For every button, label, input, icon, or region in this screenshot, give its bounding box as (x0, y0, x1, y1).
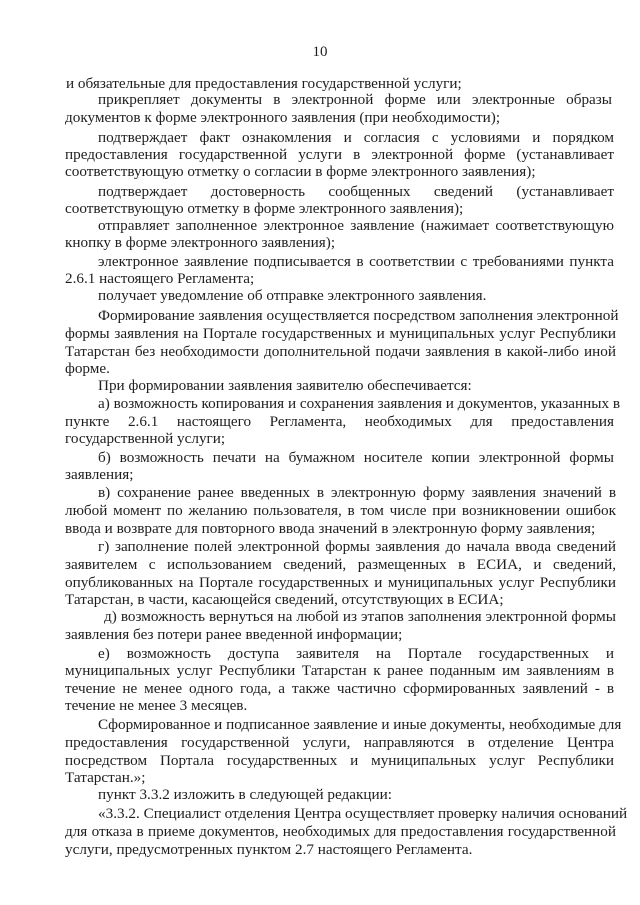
text-line: предоставления государственной услуги, направляются в отделение Центра (65, 734, 614, 751)
text-line: услуги, предусмотренных пунктом 2.7 настоящего Регламента. (65, 841, 473, 858)
text-line: государственной услуги; (65, 430, 226, 447)
text-line: заявителем с использованием сведений, размещенных в ЕСИА, и сведений, (65, 556, 616, 573)
text-line: и обязательные для предоставления государственной услуги; (66, 75, 462, 92)
text-line: течение не менее 3 месяцев. (65, 697, 248, 714)
text-line: отправляет заполненное электронное заявление (нажимает соответствующую (98, 217, 614, 234)
text-line: ввода и возврате для повторного ввода значений в электронную форму заявления; (65, 520, 596, 537)
text-line: формы заявления на Портале государственных и муниципальных услуг Республики (65, 325, 616, 342)
text-line: При формировании заявления заявителю обеспечивается: (98, 377, 472, 394)
text-line: электронное заявление подписывается в соответствии с требованиями пункта (98, 253, 614, 270)
text-line: подтверждает достоверность сообщенных сведений (устанавливает (98, 183, 614, 200)
text-line: посредством Портала государственных и муниципальных услуг Республики (65, 752, 614, 769)
text-line: в) сохранение ранее введенных в электронную форму заявления значений в (98, 484, 616, 501)
text-line: 2.6.1 настоящего Регламента; (65, 270, 255, 287)
page-number: 10 (312, 44, 328, 60)
text-line: подтверждает факт ознакомления и согласия с условиями и порядком (98, 129, 614, 146)
text-line: е) возможность доступа заявителя на Портале государственных и (98, 645, 614, 662)
text-line: прикрепляет документы в электронной форме или электронные образы (98, 91, 612, 108)
text-line: течение не менее одного года, а также частично сформированных заявлений - в (65, 680, 614, 697)
text-line: заявления; (65, 466, 134, 483)
text-line: любой момент по желанию пользователя, в том числе при возникновении ошибок (65, 502, 616, 519)
text-line: опубликованных на Портале государственных и муниципальных услуг Республики (65, 574, 616, 591)
text-line: Сформированное и подписанное заявление и иные документы, необходимые для (98, 716, 622, 733)
text-line: Татарстан, в части, касающейся сведений, отсутствующих в ЕСИА; (65, 591, 504, 608)
text-line: заявления без потери ранее введенной информации; (65, 626, 403, 643)
text-line: соответствующую отметку в форме электронного заявления); (65, 200, 464, 217)
text-line: муниципальных услуг Республики Татарстан к ранее поданным им заявлениям в (65, 662, 614, 679)
text-line: Татарстан.»; (65, 769, 146, 786)
text-line: г) заполнение полей электронной формы заявления до начала ввода сведений (98, 538, 616, 555)
text-line: для отказа в приеме документов, необходимых для предоставления государственной (65, 823, 616, 840)
text-line: предоставления государственной услуги в электронной форме (устанавливает (65, 146, 614, 163)
text-line: документов к форме электронного заявления (при необходимости); (65, 109, 501, 126)
text-line: кнопку в форме электронного заявления); (65, 234, 336, 251)
text-line: получает уведомление об отправке электронного заявления. (98, 287, 487, 304)
text-line: пункт 3.3.2 изложить в следующей редакции: (98, 786, 392, 803)
text-line: Татарстан без необходимости дополнительной подачи заявления в какой-либо иной (65, 343, 616, 360)
text-line: соответствующую отметку о согласии в форме электронного заявления); (65, 163, 536, 180)
text-line: форме. (65, 360, 110, 377)
text-line: «3.3.2. Специалист отделения Центра осуществляет проверку наличия оснований (98, 805, 628, 822)
text-line: д) возможность вернуться на любой из этапов заполнения электронной формы (104, 608, 616, 625)
text-line: б) возможность печати на бумажном носителе копии электронной формы (98, 449, 614, 466)
text-line: пункте 2.6.1 настоящего Регламента, необходимых для предоставления (65, 413, 614, 430)
text-line: а) возможность копирования и сохранения заявления и документов, указанных в (98, 395, 621, 412)
text-line: Формирование заявления осуществляется посредством заполнения электронной (98, 307, 619, 324)
